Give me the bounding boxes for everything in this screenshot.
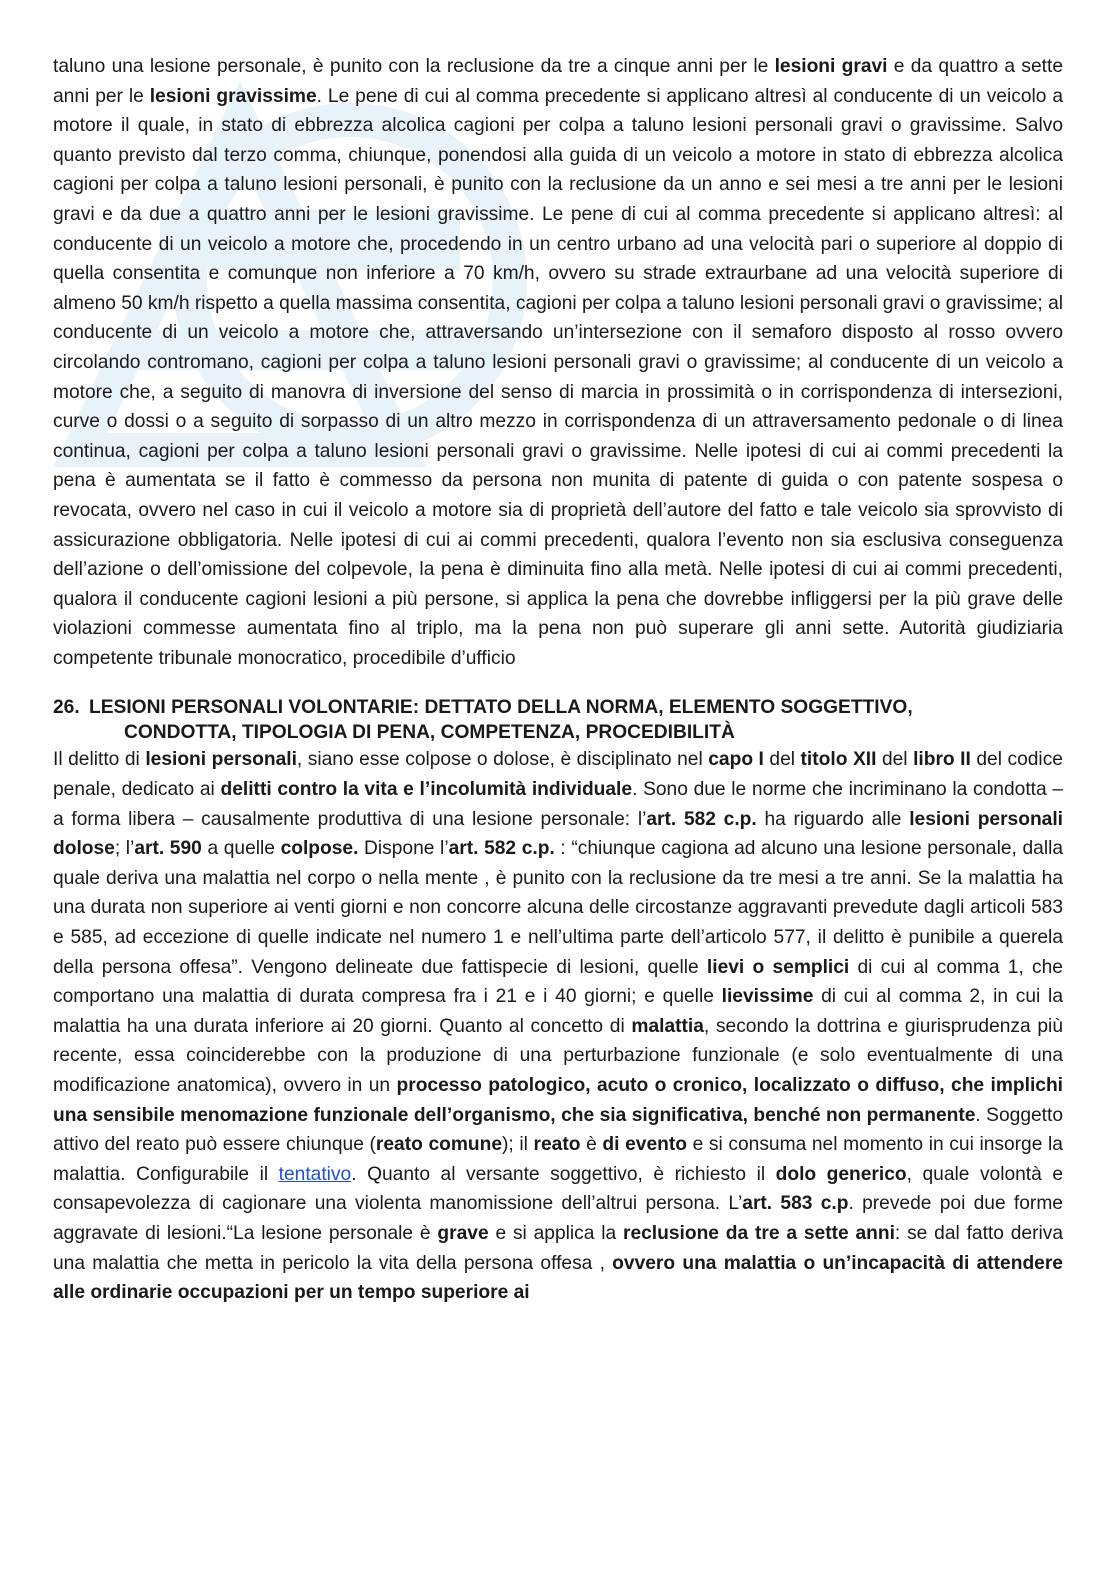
section-heading: [53, 695, 1063, 745]
paragraph-body: Il delitto di lesioni personali, siano esse colpose o dolose, è disciplinato nel capo I del titolo XII del libro II del codice penale, dedicato ai delitti contro la vita e l’incolumità individuale. Sono due le norme che incriminano la condotta – a forma libera – causalmente produttiva di una lesione personale: l’art. 582 c.p. ha riguardo alle lesioni personali dolose; l’art. 590 a quelle colpose. Dispone l’art. 582 c.p. : “chiunque cagiona ad alcuno una lesione personale, dalla quale deriva una malattia nel corpo o nella mente , è punito con la reclusione da tre mesi a tre anni. Se la malattia ha una durata non superiore ai venti giorni e non concorre alcuna delle circostanze aggravanti prevedute dagli articoli 583 e 585, ad eccezione di quelle indicate nel numero 1 e nell’ultima parte dell’articolo 577, il delitto è punibile a querela della persona offesa”. Vengono delineate due fattispecie di lesioni, quelle lievi o semplici di cui al comma 1, che comportano una malattia di durata compresa fra i 21 e i 40 giorni; e quelle lievissime di cui al comma 2, in cui la malattia ha una durata inferiore ai 20 giorni. Quanto al concetto di malattia, secondo la dottrina e giurisprudenza più recente, essa coinciderebbe con la produzione di una perturbazione funzionale (e solo eventualmente di una modificazione anatomica), ovvero in un processo patologico, acuto o cronico, localizzato o diffuso, che implichi una sensibile menomazione funzionale dell’organismo, che sia significativa, benché non permanente. Soggetto attivo del reato può essere chiunque (reato comune); il reato è di evento e si consuma nel momento in cui insorge la malattia. Configurabile il tentativo. Quanto al versante soggettivo, è richiesto il dolo generico, quale volontà e consapevolezza di cagionare una violenta manomissione dell’altrui persona. L’art. 583 c.p. prevede poi due forme aggravate di lesioni.“La lesione personale è grave e si applica la reclusione da tre a sette anni: se dal fatto deriva una malattia che metta in pericolo la vita della persona offesa , ovvero una malattia o un’incapacità di attendere alle ordinarie occupazioni per un tempo superiore ai: [53, 749, 1064, 1304]
section-number: 26.: [53, 697, 80, 719]
section-title-line-2: CONDOTTA, TIPOLOGIA DI PENA, COMPETENZA, PROCEDIBILITÀ: [124, 722, 735, 744]
tentativo-link[interactable]: tentativo: [278, 1163, 352, 1185]
document-page: [53, 52, 1063, 1308]
section-title-line-1: LESIONI PERSONALI VOLONTARIE: DETTATO DELLA NORMA, ELEMENTO SOGGETTIVO,: [89, 697, 913, 719]
paragraph-continuation: taluno una lesione personale, è punito con la reclusione da tre a cinque anni per le lesioni gravi e da quattro a sette anni per le lesioni gravissime. Le pene di cui al comma precedente si applicano altresì al conducente di un veicolo a motore il quale, in stato di ebbrezza alcolica cagioni per colpa a taluno lesioni personali gravi o gravissime. Salvo quanto previsto dal terzo comma, chiunque, ponendosi alla guida di un veicolo a motore in stato di ebbrezza alcolica cagioni per colpa a taluno lesioni personali, è punito con la reclusione da un anno e sei mesi a tre anni per le lesioni gravi e da due a quattro anni per le lesioni gravissime. Le pene di cui al comma precedente si applicano altresì: al conducente di un veicolo a motore che, procedendo in un centro urbano ad una velocità pari o superiore al doppio di quella consentita e comunque non inferiore a 70 km/h, ovvero su strade extraurbane ad una velocità superiore di almeno 50 km/h rispetto a quella massima consentita, cagioni per colpa a taluno lesioni personali gravi o gravissime; al conducente di un veicolo a motore che, attraversando un’intersezione con il semaforo disposto al rosso ovvero circolando contromano, cagioni per colpa a taluno lesioni personali gravi o gravissime; al conducente di un veicolo a motore che, a seguito di manovra di inversione del senso di marcia in prossimità o in corrispondenza di intersezioni, curve o dossi o a seguito di sorpasso di un altro mezzo in corrispondenza di un attraversamento pedonale o di linea continua, cagioni per colpa a taluno lesioni personali gravi o gravissime. Nelle ipotesi di cui ai commi precedenti la pena è aumentata se il fatto è commesso da persona non munita di patente di guida o con patente sospesa o revocata, ovvero nel caso in cui il veicolo a motore sia di proprietà dell’autore del fatto e tale veicolo sia sprovvisto di assicurazione obbligatoria. Nelle ipotesi di cui ai commi precedenti, qualora l’evento non sia esclusiva conseguenza dell’azione o dell’omissione del colpevole, la pena è diminuita fino alla metà. Nelle ipotesi di cui ai commi precedenti, qualora il conducente cagioni lesioni a più persone, si applica la pena che dovrebbe infliggersi per la più grave delle violazioni commesse aumentata fino al triplo, ma la pena non può superare gli anni sette. Autorità giudiziaria competente tribunale monocratico, procedibile d’ufficio: [53, 56, 1064, 669]
